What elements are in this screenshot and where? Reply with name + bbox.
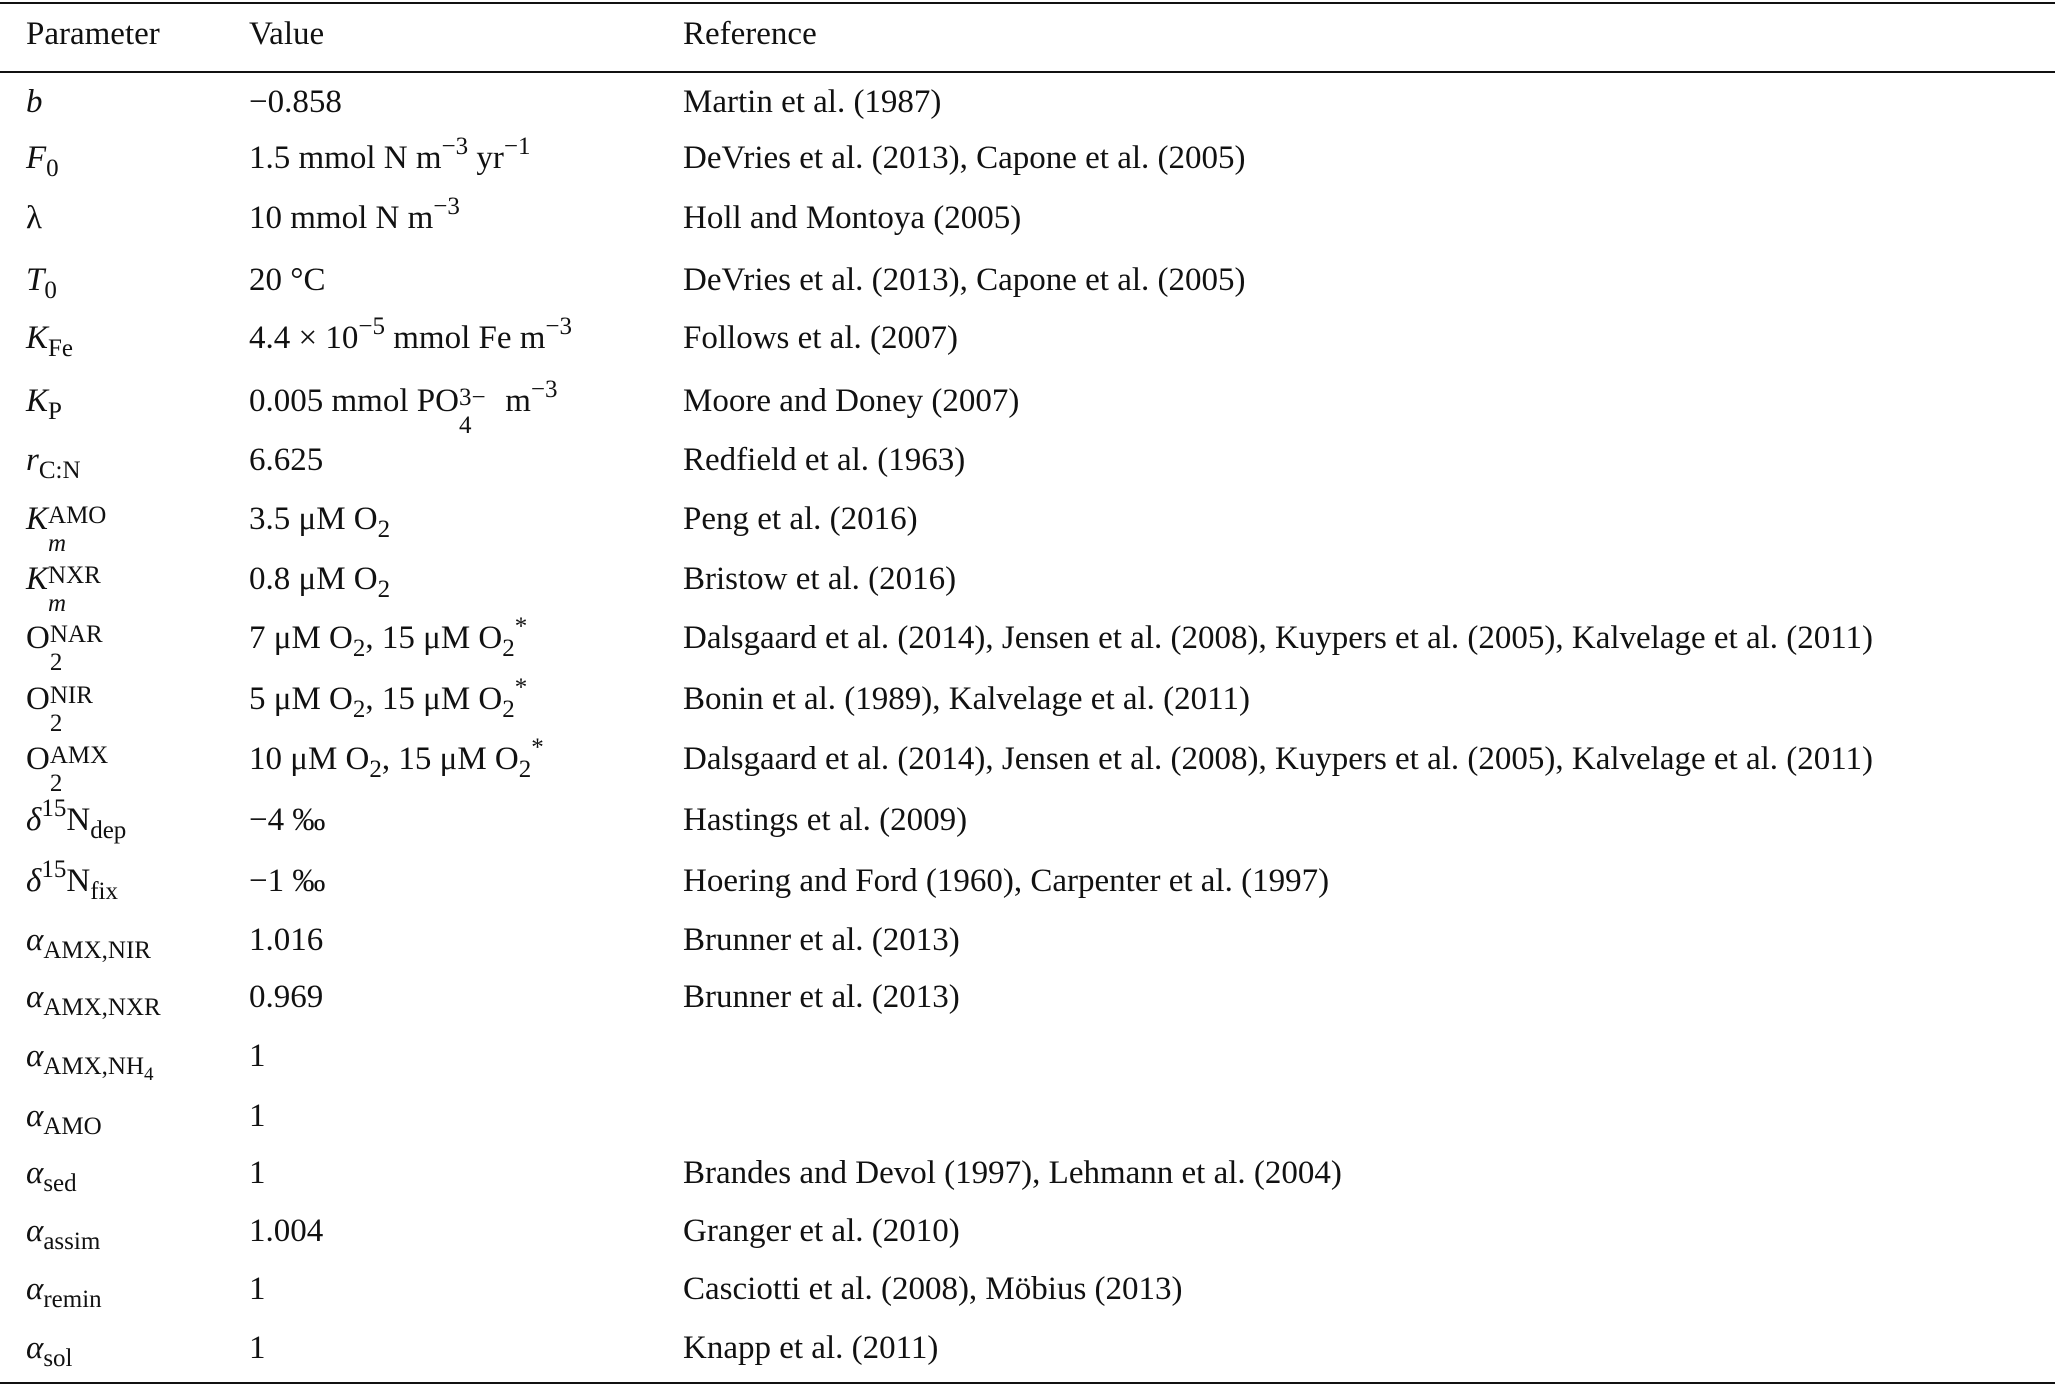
value-cell — [249, 554, 390, 604]
param-symbol: α — [26, 1038, 44, 1074]
value-cell: 1 — [249, 1155, 266, 1191]
param-symbol: α — [26, 1271, 44, 1307]
table-row — [0, 1148, 2055, 1205]
param-subscript: AMX,NIR — [43, 937, 151, 964]
value-cell: 1 — [249, 1271, 266, 1307]
reference-cell: Knapp et al. (2011) — [683, 1330, 939, 1366]
param-subscript: C:N — [38, 457, 81, 484]
table-row — [0, 376, 2055, 439]
param-symbol: λ — [26, 200, 43, 236]
value-superscript: 3− — [458, 384, 486, 411]
param-cell — [26, 193, 42, 243]
value-subscript: 2 — [502, 696, 515, 723]
table-row — [0, 313, 2055, 370]
param-symbol: F — [26, 140, 47, 176]
value-cell: 1 — [249, 1098, 266, 1134]
value-text: 4.4 × 10 — [249, 320, 359, 356]
param-symbol: O — [26, 741, 50, 777]
param-subscript: assim — [43, 1228, 101, 1255]
value-text: mmol Fe m — [384, 320, 546, 356]
value-cell: 1.004 — [249, 1213, 324, 1249]
param-cell — [26, 915, 151, 965]
reference-cell: Bonin et al. (1989), Kalvelage et al. (2011) — [683, 681, 1250, 717]
value-text: m — [496, 383, 531, 419]
param-symbol: O — [26, 681, 50, 717]
value-superscript: −3 — [545, 313, 573, 340]
param-symbol-2: N — [66, 863, 91, 899]
param-superscript: AMX — [49, 742, 109, 769]
param-symbol: α — [26, 979, 44, 1015]
value-subscript: 2 — [518, 756, 532, 783]
value-cell — [249, 313, 572, 363]
reference-cell: Brunner et al. (2013) — [683, 979, 960, 1015]
param-symbol: δ — [26, 802, 42, 838]
param-subscript: 2 — [49, 710, 63, 737]
table-row — [0, 1206, 2055, 1263]
table-row — [0, 674, 2055, 737]
param-symbol: O — [26, 620, 50, 656]
param-cell — [26, 133, 59, 183]
reference-cell: DeVries et al. (2013), Capone et al. (2005) — [683, 140, 1246, 176]
param-subscript: fix — [90, 878, 118, 905]
param-cell — [26, 1091, 102, 1141]
param-cell — [26, 376, 62, 426]
value-superscript: −3 — [530, 376, 558, 403]
param-cell — [26, 972, 161, 1022]
value-superscript: −3 — [441, 133, 469, 160]
param-subscript: 2 — [49, 770, 63, 797]
value-text: 10 μM O — [249, 741, 370, 777]
param-subscript: 0 — [46, 155, 59, 182]
value-subscript: 2 — [352, 635, 366, 662]
reference-cell: Moore and Doney (2007) — [683, 383, 1020, 419]
value-cell: −1 ‰ — [249, 863, 326, 899]
reference-cell: Peng et al. (2016) — [683, 501, 918, 537]
table-row — [0, 915, 2055, 972]
param-symbol: K — [26, 320, 49, 356]
param-cell — [26, 1323, 73, 1373]
param-cell — [26, 435, 81, 485]
param-cell — [26, 734, 109, 797]
table-row — [0, 255, 2055, 312]
param-subscript: remin — [43, 1286, 102, 1313]
param-subscript: sol — [43, 1345, 73, 1372]
value-text: 1.5 mmol N m — [249, 140, 442, 176]
table-row — [0, 554, 2055, 617]
param-cell — [26, 1148, 77, 1198]
table-top-rule — [0, 2, 2055, 4]
reference-cell: Hastings et al. (2009) — [683, 802, 968, 838]
param-superscript: NXR — [48, 562, 101, 589]
value-subscript: 4 — [458, 412, 472, 439]
table-row — [0, 795, 2055, 852]
param-subscript: Fe — [48, 335, 74, 362]
value-cell — [249, 193, 460, 243]
param-cell — [26, 255, 57, 305]
param-cell — [26, 313, 73, 363]
value-subscript: 2 — [502, 635, 515, 662]
param-cell — [26, 856, 118, 906]
table-row — [0, 1323, 2055, 1380]
value-text: , 15 μM O — [365, 681, 503, 717]
value-cell: 6.625 — [249, 442, 324, 478]
reference-cell: DeVries et al. (2013), Capone et al. (2005) — [683, 262, 1246, 298]
value-superscript: −1 — [503, 133, 531, 160]
reference-cell: Dalsgaard et al. (2014), Jensen et al. (2008), Kuypers et al. (2005), Kalvelage et al. (2011) — [683, 741, 1874, 777]
param-symbol: r — [26, 442, 39, 478]
param-symbol: b — [26, 84, 43, 120]
table-row — [0, 734, 2055, 797]
value-subscript: 2 — [369, 756, 382, 783]
param-symbol: α — [26, 1098, 44, 1134]
param-superscript: 15 — [41, 795, 67, 822]
value-cell: −4 ‰ — [249, 802, 326, 838]
table-row — [0, 613, 2055, 676]
param-cell — [26, 674, 93, 737]
value-text: , 15 μM O — [365, 620, 503, 656]
value-superscript: * — [514, 674, 528, 701]
param-superscript: NAR — [49, 621, 103, 648]
value-text: 10 mmol N m — [249, 200, 434, 236]
value-text: 3.5 μM O — [249, 501, 378, 537]
param-symbol: α — [26, 1213, 44, 1249]
param-symbol: T — [26, 262, 45, 298]
value-cell: 20 °C — [249, 262, 326, 298]
param-subscript: 0 — [44, 277, 57, 304]
param-symbol: α — [26, 1155, 44, 1191]
reference-cell: Redfield et al. (1963) — [683, 442, 966, 478]
value-subscript: 2 — [377, 516, 391, 543]
param-subscript: P — [48, 398, 62, 425]
value-text: yr — [468, 140, 504, 176]
param-symbol: K — [26, 561, 49, 597]
reference-cell: Hoering and Ford (1960), Carpenter et al. (1997) — [683, 863, 1330, 899]
table-row — [0, 1031, 2055, 1088]
value-text: 5 μM O — [249, 681, 353, 717]
reference-cell: Casciotti et al. (2008), Möbius (2013) — [683, 1271, 1183, 1307]
param-subscript: AMO — [43, 1113, 102, 1140]
param-cell — [26, 77, 43, 127]
param-cell — [26, 795, 126, 845]
reference-cell: Holl and Montoya (2005) — [683, 200, 1022, 236]
table-row — [0, 193, 2055, 250]
table-bottom-rule — [0, 1382, 2055, 1384]
param-cell — [26, 1264, 102, 1314]
param-superscript: 15 — [41, 856, 67, 883]
value-text: 7 μM O — [249, 620, 353, 656]
table-row — [0, 77, 2055, 134]
param-cell — [26, 613, 103, 676]
table-row — [0, 1264, 2055, 1321]
value-text: , 15 μM O — [381, 741, 519, 777]
param-symbol: α — [26, 1330, 44, 1366]
table-row — [0, 856, 2055, 913]
param-subscript: m — [48, 530, 67, 557]
value-subscript: 2 — [352, 696, 366, 723]
param-superscript: AMO — [48, 502, 107, 529]
param-subscript: AMX,NH — [43, 1053, 145, 1080]
value-cell: 1.016 — [249, 922, 324, 958]
value-cell — [249, 376, 558, 439]
reference-cell: Granger et al. (2010) — [683, 1213, 960, 1249]
header-parameter: Parameter — [26, 16, 160, 52]
value-cell: 1 — [249, 1330, 266, 1366]
param-cell — [26, 494, 107, 557]
table-row — [0, 972, 2055, 1029]
param-symbol: K — [26, 501, 49, 537]
table-header-rule — [0, 71, 2055, 73]
value-cell — [249, 674, 527, 724]
param-symbol: α — [26, 922, 44, 958]
reference-cell: Brandes and Devol (1997), Lehmann et al. (2004) — [683, 1155, 1342, 1191]
value-superscript: −5 — [358, 313, 385, 340]
reference-cell: Follows et al. (2007) — [683, 320, 958, 356]
param-symbol: K — [26, 383, 49, 419]
table-row — [0, 494, 2055, 557]
header-value: Value — [249, 16, 325, 52]
reference-cell: Brunner et al. (2013) — [683, 922, 960, 958]
value-text: 0.005 mmol PO — [249, 383, 459, 419]
param-cell — [26, 1206, 100, 1256]
param-superscript: NIR — [49, 682, 93, 709]
param-subscript-2: 4 — [144, 1064, 154, 1085]
header-reference: Reference — [683, 16, 817, 52]
value-superscript: −3 — [433, 193, 460, 220]
param-subscript: 2 — [49, 649, 63, 676]
param-subscript: sed — [43, 1170, 77, 1197]
param-symbol: δ — [26, 863, 42, 899]
table-row — [0, 435, 2055, 492]
reference-cell: Bristow et al. (2016) — [683, 561, 957, 597]
value-cell — [249, 613, 527, 663]
table-row — [0, 1091, 2055, 1148]
value-cell — [249, 133, 530, 183]
value-cell: 1 — [249, 1038, 266, 1074]
param-subscript: m — [48, 590, 67, 617]
param-cell — [26, 554, 101, 617]
value-cell: −0.858 — [249, 84, 342, 120]
value-text: 0.8 μM O — [249, 561, 378, 597]
table-row — [0, 133, 2055, 190]
reference-cell: Martin et al. (1987) — [683, 84, 942, 120]
param-symbol-2: N — [66, 802, 91, 838]
param-subscript: dep — [90, 817, 127, 844]
value-cell: 0.969 — [249, 979, 324, 1015]
value-superscript: * — [514, 613, 528, 640]
value-cell — [249, 734, 544, 784]
param-subscript: AMX,NXR — [43, 994, 161, 1021]
value-superscript: * — [531, 734, 544, 761]
value-cell — [249, 494, 390, 544]
param-cell — [26, 1031, 154, 1085]
value-subscript: 2 — [377, 576, 391, 603]
reference-cell: Dalsgaard et al. (2014), Jensen et al. (2008), Kuypers et al. (2005), Kalvelage et al. (2011) — [683, 620, 1874, 656]
